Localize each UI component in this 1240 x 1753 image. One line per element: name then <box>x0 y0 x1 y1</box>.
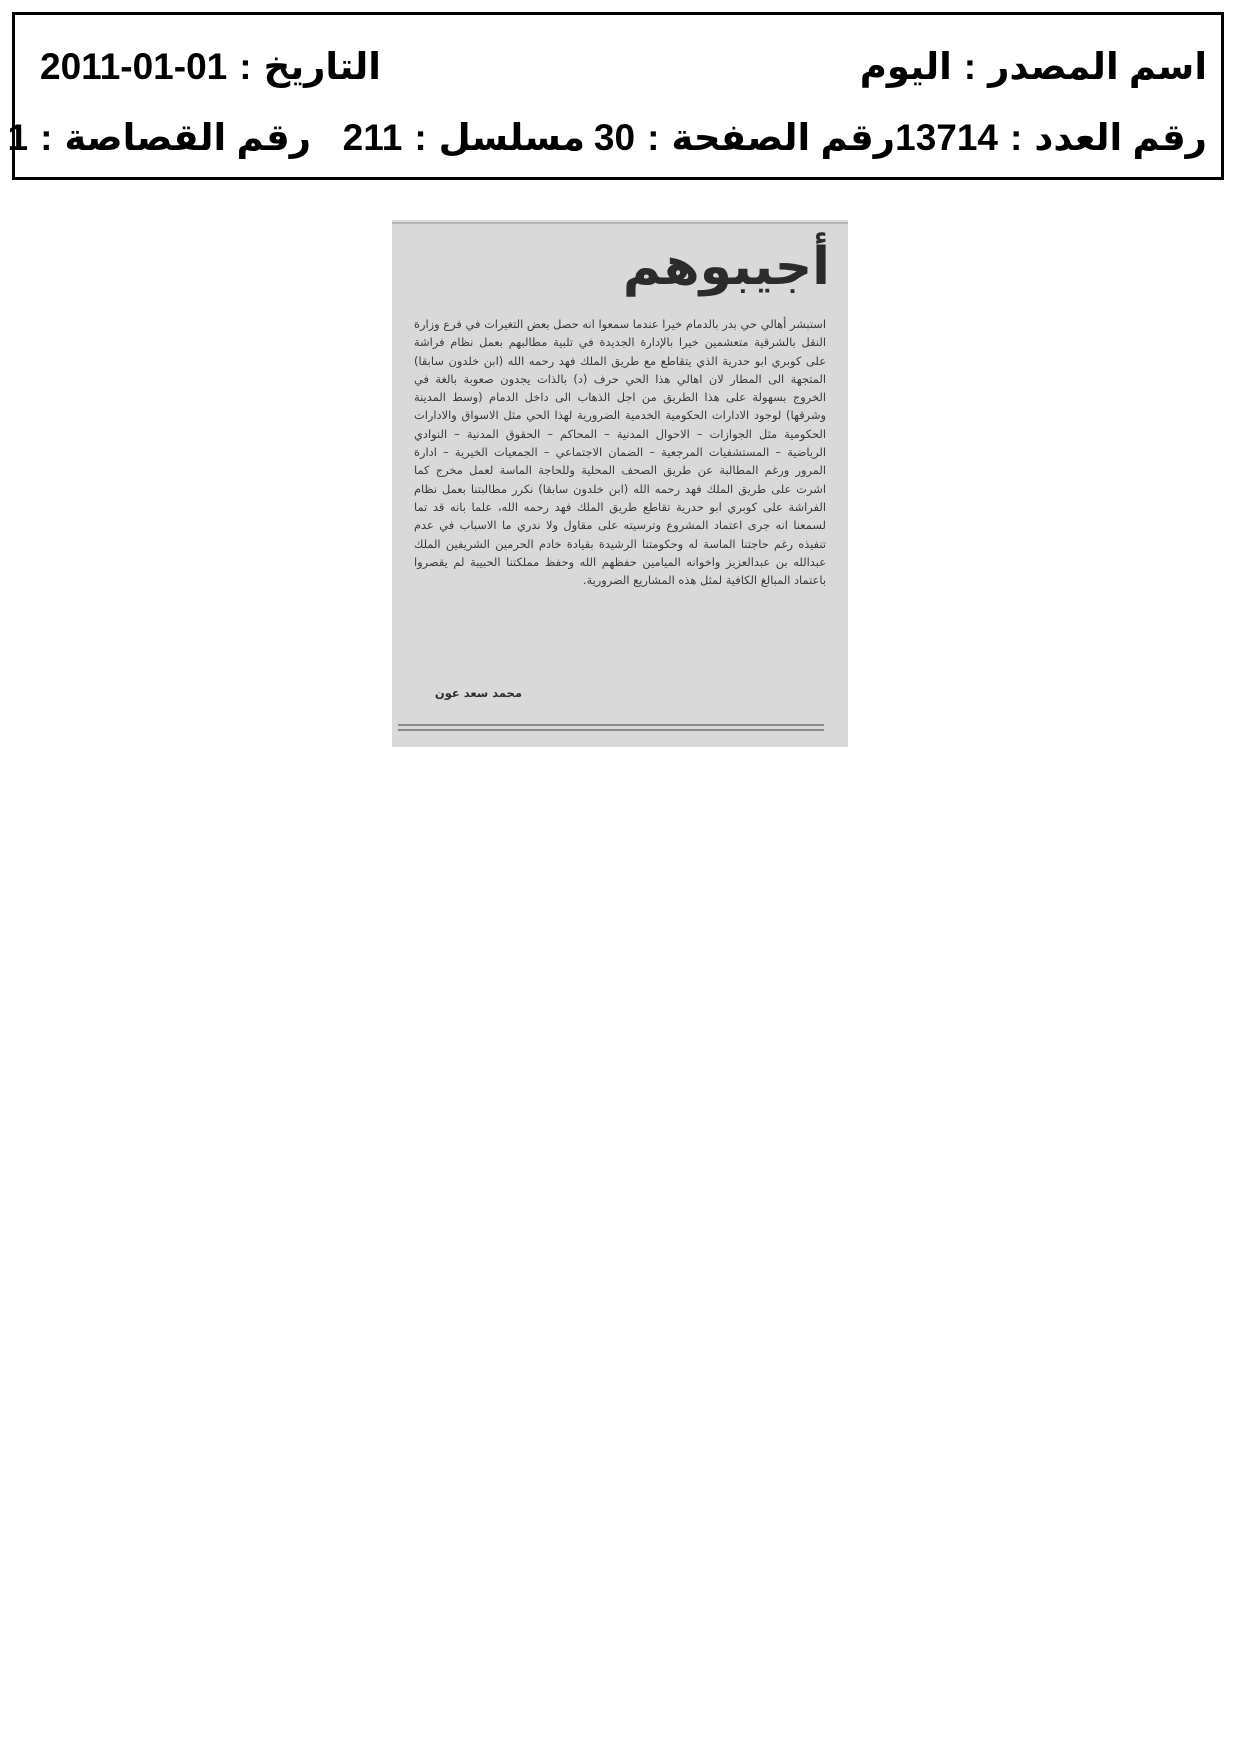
issue-value: 13714 <box>895 117 999 158</box>
serial-label: مسلسل <box>438 117 585 158</box>
separator: : <box>414 117 427 158</box>
date-label: التاريخ <box>263 46 381 87</box>
source-label: اسم المصدر <box>988 46 1207 87</box>
separator: : <box>1010 117 1023 158</box>
clipping-info-header <box>7 12 1224 180</box>
separator: : <box>647 117 660 158</box>
article-title: أجيبوهم <box>622 237 830 297</box>
article-body: استبشر أهالي حي بدر بالدمام خيرا عندما سمعوا انه حصل بعض التغيرات في فرع وزارة النقل بالشرقية متعشمين خيرا بالإدارة الجديدة في تلبية مطالبهم بعمل نظام فراشة على كوبري ابو حدرية الذي يتقاطع مع طريق الملك فهد رحمه الله (ابن خلدون سابقا) المتجهة الى المطار لان اهالي هذا الحي حرف (د) بالذات يجدون صعوبة بالغة في الخروج بسهولة على هذا الطريق من اجل الذهاب الى داخل الدمام (وسط المدينة وشرقها) لوجود الادارات الحكومية الخدمية الضرورية لهذا الحي مثل الاسواق والادارات الحكومية مثل الجوازات – الاحوال المدنية – المحاكم – الحقوق المدنية – النوادي الرياضية – المستشفيات المرجعية – الضمان الاجتماعي – الجمعيات الخيرية – ادارة المرور ورغم المطالبة عن طريق الصحف المحلية وللحاجة الماسة لعمل مخرج كما اشرت على طريق الملك فهد رحمه الله (ابن خلدون سابقا) نكرر مطالبتنا بعمل نظام الفراشة على كوبري ابو حدرية تقاطع طريق الملك فهد رحمه الله، علما بانه قد تما لسمعنا انه جرى اعتماد المشروع وترسيته على مقاول ولا ندري ما الاسباب في عدم تنفيذه رغم حاجتنا الماسة له وحكومتنا الرشيدة بقيادة خادم الحرمين الشريفين الملك عبدالله بن عبدالعزيز واخوانه الميامين حفظهم الله وحفظ مملكتنا الحبيبة لم يقصروا باعتماد المبالغ الكافية لمثل هذه المشاريع الضرورية. <box>414 317 826 588</box>
separator: : <box>963 46 977 87</box>
clipping-bottom-rule <box>398 724 824 726</box>
issue-label: رقم العدد <box>1034 117 1207 158</box>
clip-number-field <box>8 116 311 160</box>
date-value: 2011-01-01 <box>40 46 228 87</box>
serial-value: 211 <box>342 117 403 158</box>
article-author: محمد سعد عون <box>434 686 522 700</box>
source-value: اليوم <box>859 46 952 87</box>
serial-field <box>343 116 585 160</box>
separator: : <box>40 117 53 158</box>
page-value: 30 <box>593 117 636 158</box>
issue-field <box>895 116 1207 160</box>
clip-number-label: رقم القصاصة <box>64 117 311 158</box>
clip-number-value: 1 <box>7 117 29 158</box>
newspaper-clipping <box>392 220 848 747</box>
page-field <box>594 116 895 160</box>
page-label: رقم الصفحة <box>671 117 895 158</box>
date-field <box>40 45 381 89</box>
clipping-top-rule <box>392 222 848 224</box>
clipping-bottom-rule <box>398 729 824 731</box>
source-field <box>860 45 1207 89</box>
separator: : <box>239 46 252 87</box>
